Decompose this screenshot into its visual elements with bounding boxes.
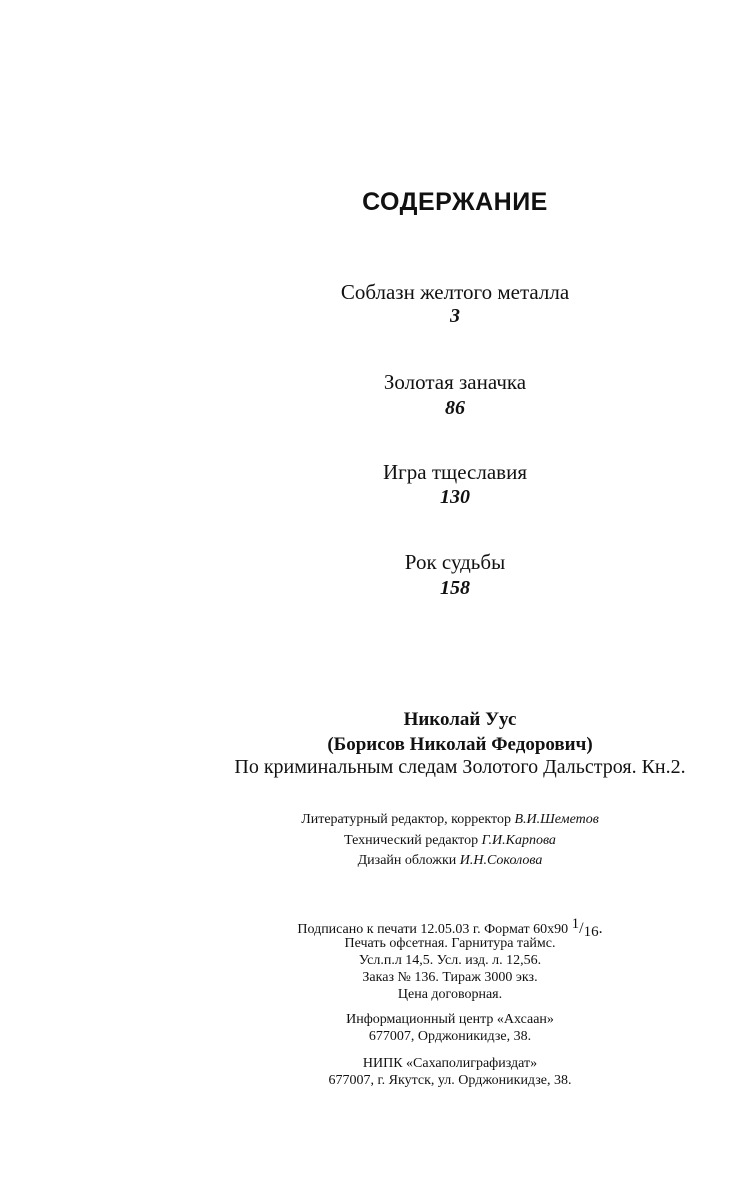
credit-line-1 <box>250 810 650 829</box>
toc-entry-page-4: 158 <box>440 577 470 599</box>
printer-name: НИПК «Сахаполиграфиздат» <box>362 1056 538 1071</box>
credit-role-3: Дизайн обложки <box>357 853 457 868</box>
imprint-format-fraction: $^1/_{16}$. <box>571 916 603 940</box>
imprint-sheets-line: Усл.п.л 14,5. Усл. изд. л. 12,56. <box>358 953 542 968</box>
book-title: По криминальным следам Золотого Дальстроя. Кн.2. <box>234 756 686 778</box>
contents-heading: СОДЕРЖАНИЕ <box>362 188 548 216</box>
toc-entry-title-1: Соблазн желтого металла <box>340 280 570 304</box>
imprint-signed-text: Подписано к печати 12.05.03 г. Формат 60x90 <box>297 922 569 937</box>
toc-entry-title-3: Игра тщеславия <box>383 460 527 484</box>
printer-address: 677007, г. Якутск, ул. Орджоникидзе, 38. <box>328 1073 572 1088</box>
toc-entry-title-2: Золотая заначка <box>383 370 527 394</box>
credit-line-3 <box>250 851 650 870</box>
credit-name-1: В.И.Шеметов <box>514 812 599 827</box>
imprint-order-line: Заказ № 136. Тираж 3000 экз. <box>362 970 538 985</box>
toc-entry-title-4: Рок судьбы <box>404 550 506 574</box>
imprint-format-numerator: 1 <box>571 916 580 932</box>
publisher-address: 677007, Орджоникидзе, 38. <box>368 1029 532 1044</box>
credit-name-3: И.Н.Соколова <box>459 853 543 868</box>
book-author: Николай Уус <box>403 709 517 730</box>
toc-entry-page-2: 86 <box>445 397 465 419</box>
credit-role-1: Литературный редактор, корректор <box>301 812 511 827</box>
credit-role-2: Технический редактор <box>344 833 479 848</box>
imprint-format-denominator: 16 <box>583 924 599 940</box>
toc-entry-page-3: 130 <box>440 486 470 508</box>
credit-line-2 <box>250 831 650 850</box>
imprint-price-line: Цена договорная. <box>397 987 503 1002</box>
imprint-print-line: Печать офсетная. Гарнитура таймс. <box>344 936 556 951</box>
book-author-real-name: (Борисов Николай Федорович) <box>327 734 593 755</box>
toc-entry-page-1: 3 <box>450 305 460 327</box>
credit-name-2: Г.И.Карпова <box>481 833 556 848</box>
publisher-name: Информационный центр «Ахсаан» <box>346 1012 554 1027</box>
